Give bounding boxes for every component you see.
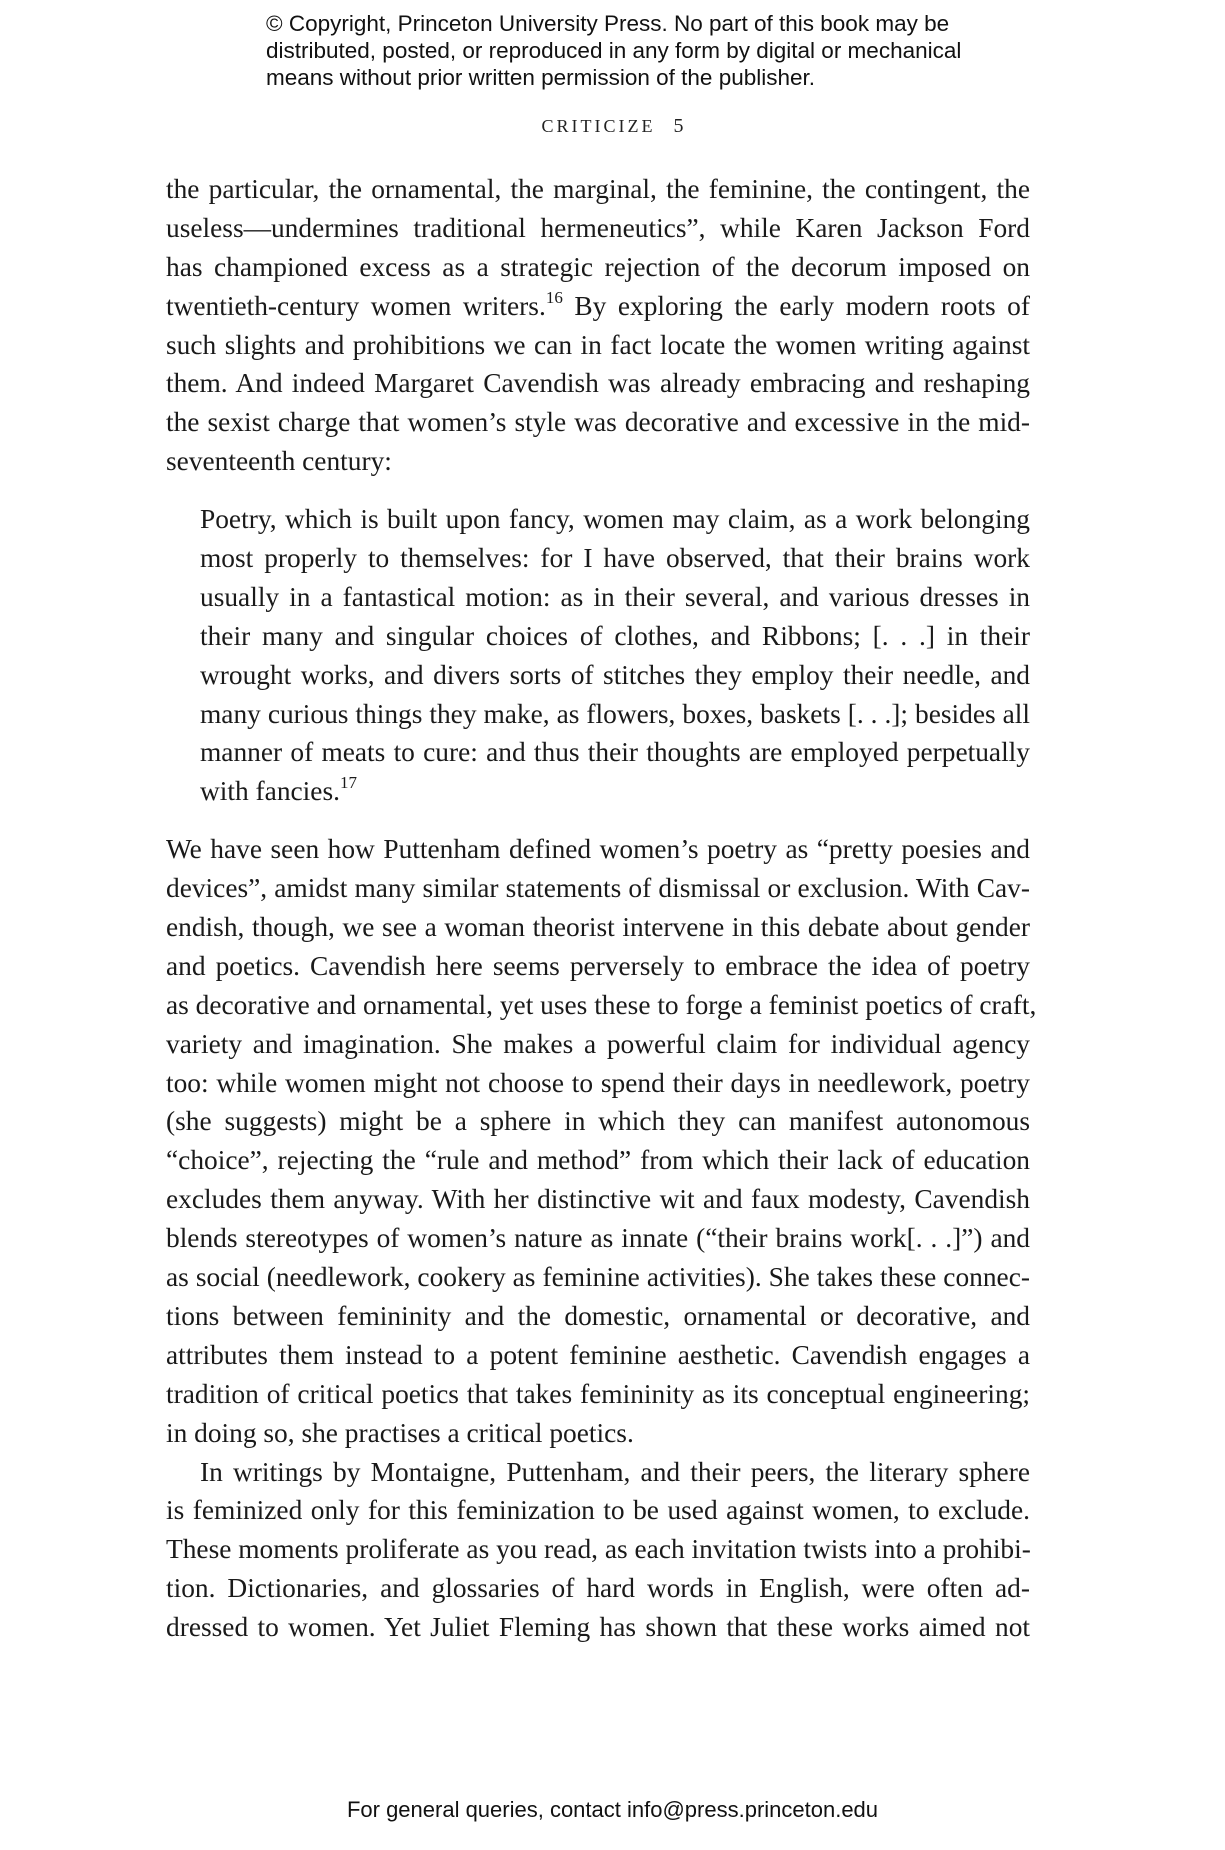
text-line: dressed to women. Yet Juliet Fleming has shown that these works aimed not — [166, 1612, 1030, 1643]
footer-contact: For general queries, contact info@press.princeton.edu — [346, 1797, 879, 1822]
text-line — [200, 772, 1030, 811]
text-line: is feminized only for this feminization to be used against women, to exclude. — [166, 1495, 1030, 1526]
chapter-title: CRITICIZE — [541, 116, 656, 136]
text-line: in doing so, she practises a critical poetics. — [166, 1417, 634, 1448]
text-line: We have seen how Puttenham defined women’s poetry as “pretty poesies and — [166, 834, 1030, 865]
footnote-reference[interactable]: 17 — [339, 773, 357, 793]
text-line: too: while women might not choose to spend their days in needlework, poetry — [166, 1067, 1030, 1098]
paragraph — [166, 1453, 1030, 1647]
text-line: seventeenth century: — [166, 446, 392, 477]
text-line: excludes them anyway. With her distinctive wit and faux modesty, Cavendish — [166, 1184, 1030, 1215]
text-line: tion. Dictionaries, and glossaries of hard words in English, were often ad- — [166, 1573, 1030, 1604]
text-line: In writings by Montaigne, Puttenham, and their peers, the literary sphere — [200, 1456, 1030, 1487]
text-line: These moments proliferate as you read, as each invitation twists into a prohibi- — [166, 1534, 1031, 1565]
text-line: tions between femininity and the domestic, ornamental or decorative, and — [166, 1300, 1030, 1331]
text-line: the particular, the ornamental, the marginal, the feminine, the contingent, the — [166, 174, 1030, 204]
paragraph — [166, 170, 1030, 481]
text-line: has championed excess as a strategic rejection of the decorum imposed on — [166, 251, 1030, 282]
text-span: By exploring the early modern roots of — [562, 290, 1030, 321]
page-number: 5 — [673, 115, 684, 137]
text-line: “choice”, rejecting the “rule and method” from which their lack of education — [166, 1145, 1030, 1176]
body-text — [166, 170, 1037, 1647]
text-line: blends stereotypes of women’s nature as innate (“their brains work[. . .]”) and — [166, 1223, 1030, 1254]
text-line: and poetics. Cavendish here seems perversely to embrace the idea of poetry — [166, 950, 1030, 981]
text-line: as social (needlework, cookery as feminine activities). She takes these connec- — [166, 1262, 1030, 1293]
text-line: devices”, amidst many similar statements of dismissal or exclusion. With Cav- — [166, 873, 1030, 904]
paragraph — [166, 830, 1037, 1452]
text-line: Poetry, which is built upon fancy, women may claim, as a work belonging — [200, 504, 1030, 535]
copyright-line: distributed, posted, or reproduced in any form by digital or mechanical — [266, 38, 962, 63]
copyright-notice — [266, 10, 986, 91]
text-line: endish, though, we see a woman theorist intervene in this debate about gender — [166, 912, 1030, 943]
block-quote — [200, 500, 1030, 811]
text-line: variety and imagination. She makes a powerful claim for individual agency — [166, 1028, 1030, 1059]
text-line: attributes them instead to a potent feminine aesthetic. Cavendish engages a — [166, 1339, 1030, 1370]
running-head — [0, 115, 1225, 138]
text-span: twentieth-century women writers. — [166, 290, 546, 321]
text-line: many curious things they make, as flowers, boxes, baskets [. . .]; besides all — [200, 698, 1030, 729]
text-line: as decorative and ornamental, yet uses these to forge a feminist poetics of craft, — [166, 989, 1037, 1020]
text-line: wrought works, and divers sorts of stitches they employ their needle, and — [200, 659, 1030, 690]
copyright-line: © Copyright, Princeton University Press. No part of this book may be — [266, 11, 950, 36]
text-line: such slights and prohibitions we can in fact locate the women writing against — [166, 329, 1030, 360]
text-line: manner of meats to cure: and thus their thoughts are employed perpetually — [200, 737, 1030, 768]
copyright-line: means without prior written permission of the publisher. — [266, 65, 816, 90]
text-line: useless—undermines traditional hermeneutics”, while Karen Jackson Ford — [166, 212, 1030, 243]
text-line: the sexist charge that women’s style was decorative and excessive in the mid- — [166, 407, 1030, 438]
text-line: their many and singular choices of clothes, and Ribbons; [. . .] in their — [200, 620, 1030, 651]
text-line: usually in a fantastical motion: as in their several, and various dresses in — [200, 581, 1030, 612]
text-line: tradition of critical poetics that takes femininity as its conceptual engineering; — [166, 1378, 1030, 1409]
footnote-reference[interactable]: 16 — [545, 287, 563, 307]
text-span: with fancies. — [200, 776, 340, 807]
text-line: most properly to themselves: for I have observed, that their brains work — [200, 543, 1030, 574]
text-line — [166, 287, 1030, 326]
text-line: them. And indeed Margaret Cavendish was already embracing and reshaping — [166, 368, 1030, 399]
text-line: (she suggests) might be a sphere in which they can manifest autonomous — [166, 1106, 1030, 1137]
